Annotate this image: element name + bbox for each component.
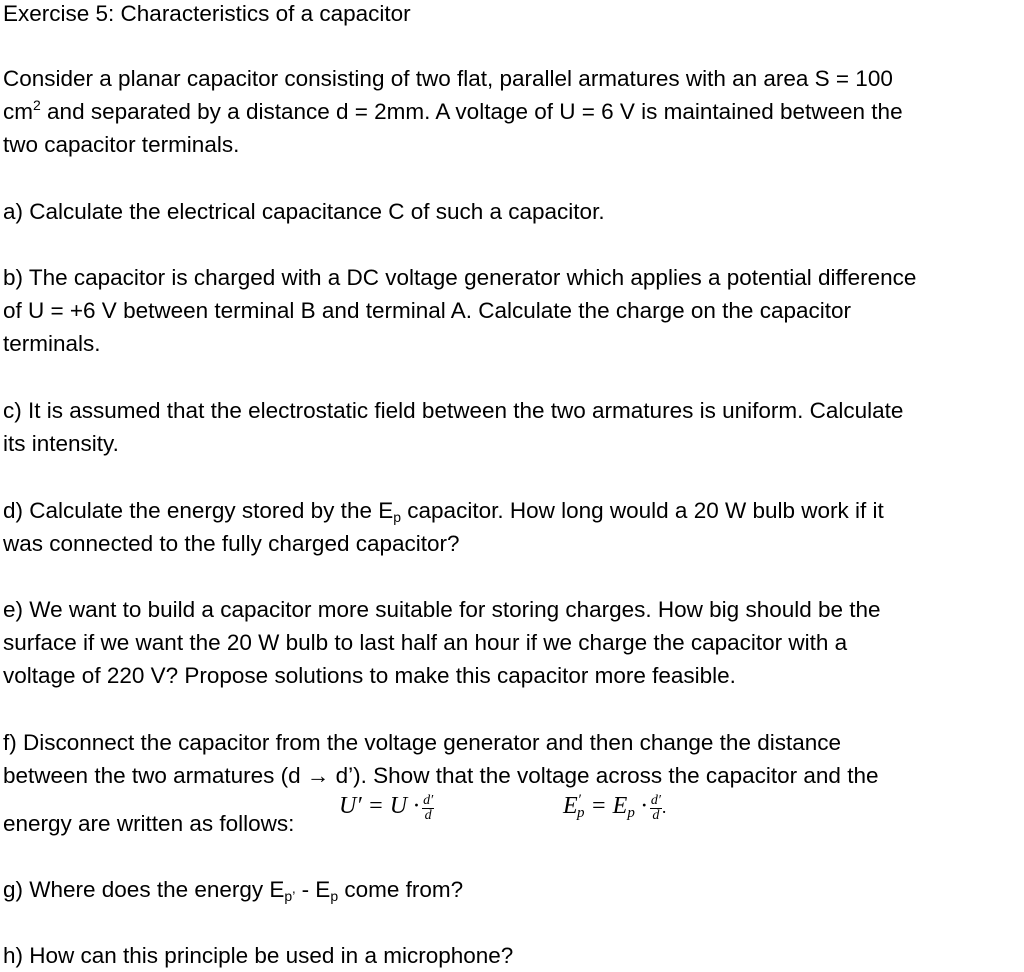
- question-c-line-2: its intensity.: [3, 431, 119, 456]
- equation-energy: $E'_p = E_p$ · $\frac{d'}{d}$ .: [563, 792, 667, 824]
- question-h: h) How can this principle be used in a microphone?: [3, 943, 514, 968]
- squared-superscript: 2: [33, 97, 41, 113]
- fraction-d-prime-over-d: $\frac{d'}{d}$: [423, 793, 434, 824]
- question-c-line-1: c) It is assumed that the electrostatic field between the two armatures is uniform. Calculate: [3, 398, 904, 423]
- equation-voltage: U′ = U · $\frac{d'}{d}$: [339, 793, 434, 824]
- question-e-line-3: voltage of 220 V? Propose solutions to make this capacitor more feasible.: [3, 663, 736, 688]
- question-a: a) Calculate the electrical capacitance C of such a capacitor.: [3, 199, 605, 224]
- intro-line-2: $cm^2$ and separated by a distance d = 2mm. A voltage of U = 6 V is maintained between the: [3, 97, 903, 124]
- question-b-line-2: of U = +6 V between terminal B and terminal A. Calculate the charge on the capacitor: [3, 298, 851, 323]
- question-f-line-3: energy are written as follows:: [3, 811, 295, 836]
- intro-line-1: Consider a planar capacitor consisting of two flat, parallel armatures with an area S = 100: [3, 66, 893, 91]
- intro-line-3: two capacitor terminals.: [3, 132, 240, 157]
- question-d-line-1: d) Calculate the energy stored by the $E_p$ capacitor. How long would a 20 W bulb work if it: [3, 498, 884, 525]
- question-f-line-1: f) Disconnect the capacitor from the voltage generator and then change the distance: [3, 730, 842, 755]
- question-d-line-2: was connected to the fully charged capacitor?: [3, 531, 460, 556]
- question-b-line-3: terminals.: [3, 331, 101, 356]
- fraction-d-prime-over-d-2: $\frac{d'}{d}$: [650, 793, 661, 824]
- question-e-line-1: e) We want to build a capacitor more suitable for storing charges. How big should be the: [3, 597, 881, 622]
- question-f-line-2: between the two armatures (d → d’). Show that the voltage across the capacitor and the: [3, 763, 879, 788]
- exercise-title: Exercise 5: Characteristics of a capacitor: [3, 1, 411, 26]
- question-e-line-2: surface if we want the 20 W bulb to last half an hour if we charge the capacitor with a: [3, 630, 848, 655]
- question-g: g) Where does the energy $E_{p’} - E_p$ come from?: [3, 877, 464, 904]
- question-b-line-1: b) The capacitor is charged with a DC voltage generator which applies a potential difference: [3, 265, 917, 290]
